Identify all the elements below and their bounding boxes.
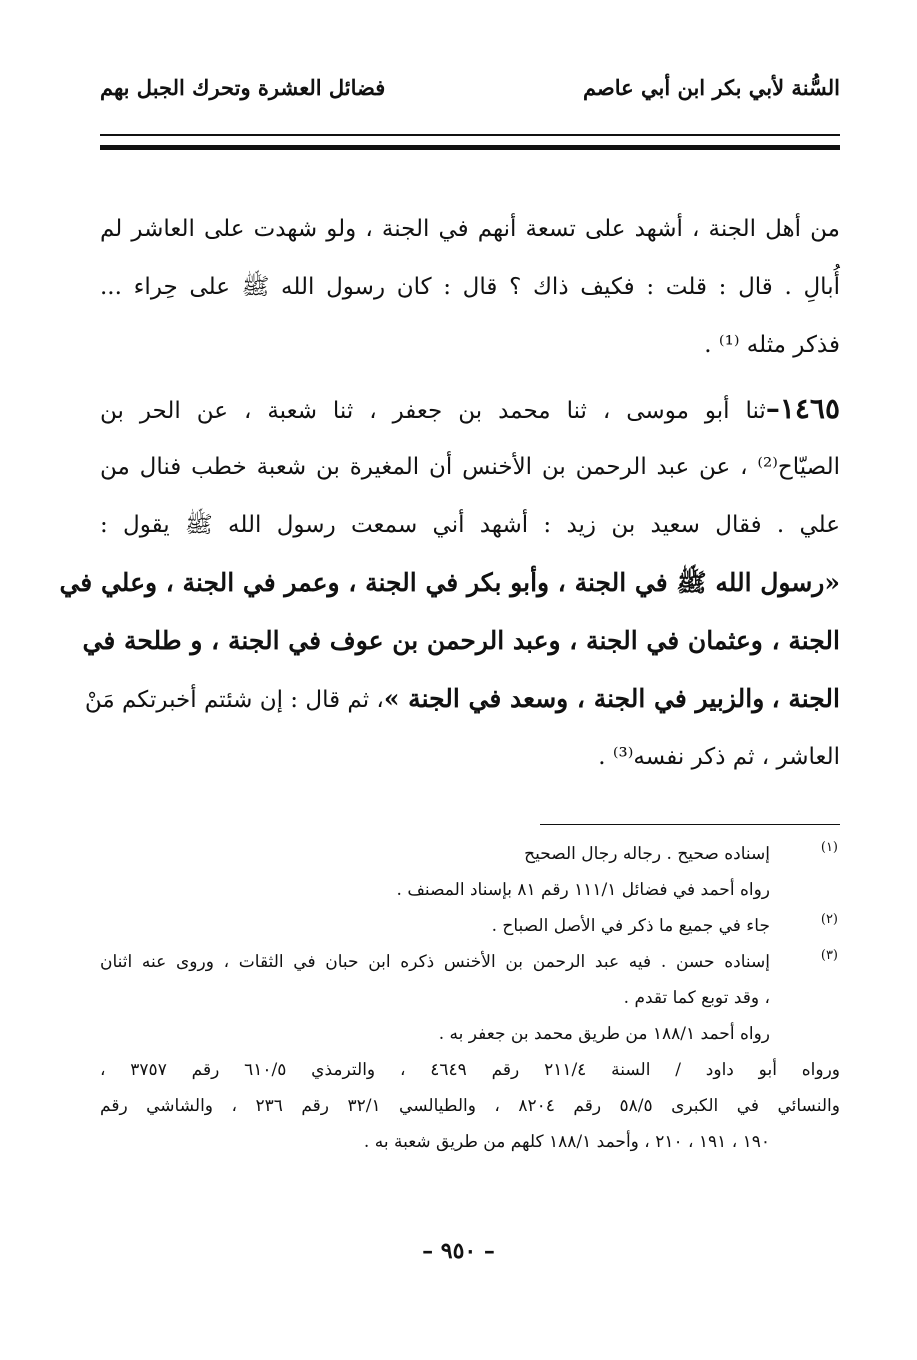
footnote-line: (٣) إسناده حسن . فيه عبد الرحمن بن الأخنس ذكره ابن حبان في الثقات ، وروى عنه اثنان xyxy=(100,944,840,980)
header-rule-thick xyxy=(100,145,840,150)
footnote-line: ١٩٠ ، ١٩١ ، ٢١٠ ، وأحمد ١٨٨/١ كلهم من طريق شعبة به . xyxy=(363,1132,770,1152)
main-text xyxy=(59,200,840,786)
footnote-line: والنسائي في الكبرى ٥٨/٥ رقم ٨٢٠٤ ، والطيالسي ٣٢/١ رقم ٢٣٦ ، والشاشي رقم xyxy=(100,1096,840,1116)
footnotes xyxy=(100,836,840,1160)
footnote-line: رواه أحمد ١٨٨/١ من طريق محمد بن جعفر به . xyxy=(438,1024,770,1044)
hadith-text-line: «رسول الله ﷺ في الجنة ، وأبو بكر في الجنة ، وعمر في الجنة ، وعلي في xyxy=(59,568,840,597)
text-line: العاشر ، ثم ذكر نفسه⁽³⁾ . xyxy=(598,744,840,770)
text-line: علي . فقال سعيد بن زيد : أشهد أني سمعت رسول الله ﷺ يقول : xyxy=(100,512,840,538)
text-line: ثنا أبو موسى ، ثنا محمد بن جعفر ، ثنا شعبة ، عن الحر بن xyxy=(100,398,766,424)
text-line-mixed xyxy=(84,670,840,728)
hadith-text-segment: والزبير في الجنة ، وسعد في الجنة » xyxy=(383,684,765,713)
text-line: من أهل الجنة ، أشهد على تسعة أنهم في الجنة ، ولو شهدت على العاشر لم xyxy=(100,216,840,242)
footnote-line: (١) إسناده صحيح . رجاله رجال الصحيح xyxy=(100,836,840,872)
footnote-number: (٣) xyxy=(820,948,838,963)
running-header xyxy=(100,62,840,112)
book-title: السُّنة لأبي بكر ابن أبي عاصم xyxy=(582,74,840,100)
header-rule-thin xyxy=(100,134,840,136)
page-number: – ٩٥٠ – xyxy=(422,1238,495,1264)
footnote-line: ، وقد توبع كما تقدم . xyxy=(623,988,770,1008)
text-line: أُبالِ . قال : قلت : فكيف ذاك ؟ قال : كان رسول الله ﷺ على حِراء ... xyxy=(100,274,840,300)
hadith-text-line: الجنة ، وعثمان في الجنة ، وعبد الرحمن بن عوف في الجنة ، و طلحة في xyxy=(82,626,840,655)
footnote-separator xyxy=(540,824,840,825)
footnote-number: (١) xyxy=(820,840,838,855)
footnote-line: (٢) جاء في جميع ما ذكر في الأصل الصباح . xyxy=(100,908,840,944)
hadith-number: ١٤٦٥– xyxy=(765,392,840,425)
text-line: فذكر مثله ⁽¹⁾ . xyxy=(704,332,840,358)
footnote-number: (٢) xyxy=(820,912,838,927)
footnote-line: ورواه أبو داود / السنة ٢١١/٤ رقم ٤٦٤٩ ، والترمذي ٦١٠/٥ رقم ٣٧٥٧ ، xyxy=(100,1060,840,1080)
text-line: الصيّاح⁽²⁾ ، عن عبد الرحمن بن الأخنس أن المغيرة بن شعبة خطب فنال من xyxy=(100,454,840,480)
chapter-title: فضائل العشرة وتحرك الجبل بهم xyxy=(100,74,386,100)
text-segment: ، ثم قال : إن شئتم أخبرتكم مَنْ xyxy=(84,687,384,713)
footnote-line: رواه أحمد في فضائل ١١١/١ رقم ٨١ بإسناد المصنف . xyxy=(396,880,770,900)
hadith-opening-line xyxy=(100,380,840,438)
hadith-text-segment: الجنة ، xyxy=(771,684,840,713)
